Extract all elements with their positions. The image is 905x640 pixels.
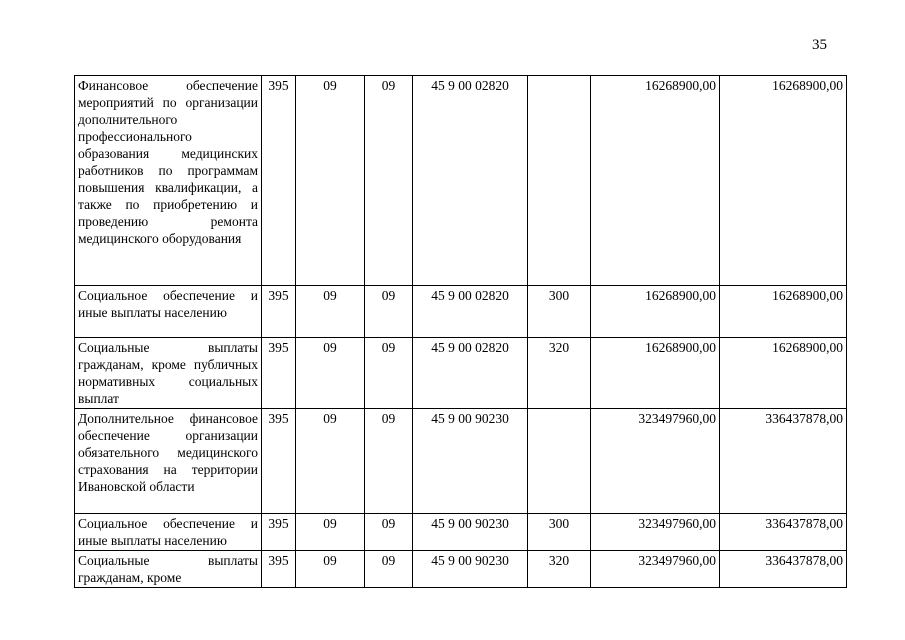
ministry-code-cell: 395 [262, 286, 296, 338]
sum-year2-cell: 16268900,00 [720, 286, 847, 338]
subsection-code-cell: 09 [365, 338, 413, 409]
sum-year1-cell: 16268900,00 [591, 76, 720, 286]
table-row [75, 551, 847, 588]
table-row [75, 514, 847, 551]
row-name-cell: Социальное обеспечение и иные выплаты населению [75, 286, 262, 338]
table-row [75, 338, 847, 409]
table-row [75, 76, 847, 286]
subsection-code-cell: 09 [365, 514, 413, 551]
expense-type-cell: 300 [528, 286, 591, 338]
expense-type-cell [528, 76, 591, 286]
target-code-cell: 45 9 00 02820 [413, 76, 528, 286]
target-code-cell: 45 9 00 02820 [413, 286, 528, 338]
expense-type-cell: 300 [528, 514, 591, 551]
ministry-code-cell: 395 [262, 514, 296, 551]
row-name-cell: Социальные выплаты гражданам, кроме [75, 551, 262, 588]
sum-year2-cell: 336437878,00 [720, 514, 847, 551]
expense-type-cell: 320 [528, 551, 591, 588]
ministry-code-cell: 395 [262, 338, 296, 409]
subsection-code-cell: 09 [365, 76, 413, 286]
section-code-cell: 09 [296, 76, 365, 286]
section-code-cell: 09 [296, 286, 365, 338]
expense-type-cell [528, 409, 591, 514]
page-number: 35 [812, 37, 827, 53]
row-name-cell: Социальные выплаты гражданам, кроме публичных нормативных социальных выплат [75, 338, 262, 409]
row-name-cell: Социальное обеспечение и иные выплаты населению [75, 514, 262, 551]
budget-table [74, 75, 847, 588]
expense-type-cell: 320 [528, 338, 591, 409]
subsection-code-cell: 09 [365, 409, 413, 514]
section-code-cell: 09 [296, 551, 365, 588]
subsection-code-cell: 09 [365, 551, 413, 588]
section-code-cell: 09 [296, 338, 365, 409]
sum-year1-cell: 16268900,00 [591, 338, 720, 409]
target-code-cell: 45 9 00 90230 [413, 409, 528, 514]
section-code-cell: 09 [296, 409, 365, 514]
sum-year1-cell: 16268900,00 [591, 286, 720, 338]
table-row [75, 409, 847, 514]
target-code-cell: 45 9 00 90230 [413, 514, 528, 551]
target-code-cell: 45 9 00 90230 [413, 551, 528, 588]
subsection-code-cell: 09 [365, 286, 413, 338]
ministry-code-cell: 395 [262, 409, 296, 514]
sum-year2-cell: 336437878,00 [720, 551, 847, 588]
section-code-cell: 09 [296, 514, 365, 551]
sum-year1-cell: 323497960,00 [591, 409, 720, 514]
sum-year2-cell: 336437878,00 [720, 409, 847, 514]
row-name-cell: Дополнительное финансовое обеспечение организации обязательного медицинского страхования на территории Ивановской области [75, 409, 262, 514]
ministry-code-cell: 395 [262, 76, 296, 286]
ministry-code-cell: 395 [262, 551, 296, 588]
sum-year1-cell: 323497960,00 [591, 514, 720, 551]
sum-year2-cell: 16268900,00 [720, 76, 847, 286]
table-row [75, 286, 847, 338]
row-name-cell: Финансовое обеспечение мероприятий по организации дополнительного профессионального образования медицинских работников по программам повышения квалификации, а также по приобретению и проведению ремонта медицинского оборудования [75, 76, 262, 286]
sum-year1-cell: 323497960,00 [591, 551, 720, 588]
target-code-cell: 45 9 00 02820 [413, 338, 528, 409]
sum-year2-cell: 16268900,00 [720, 338, 847, 409]
